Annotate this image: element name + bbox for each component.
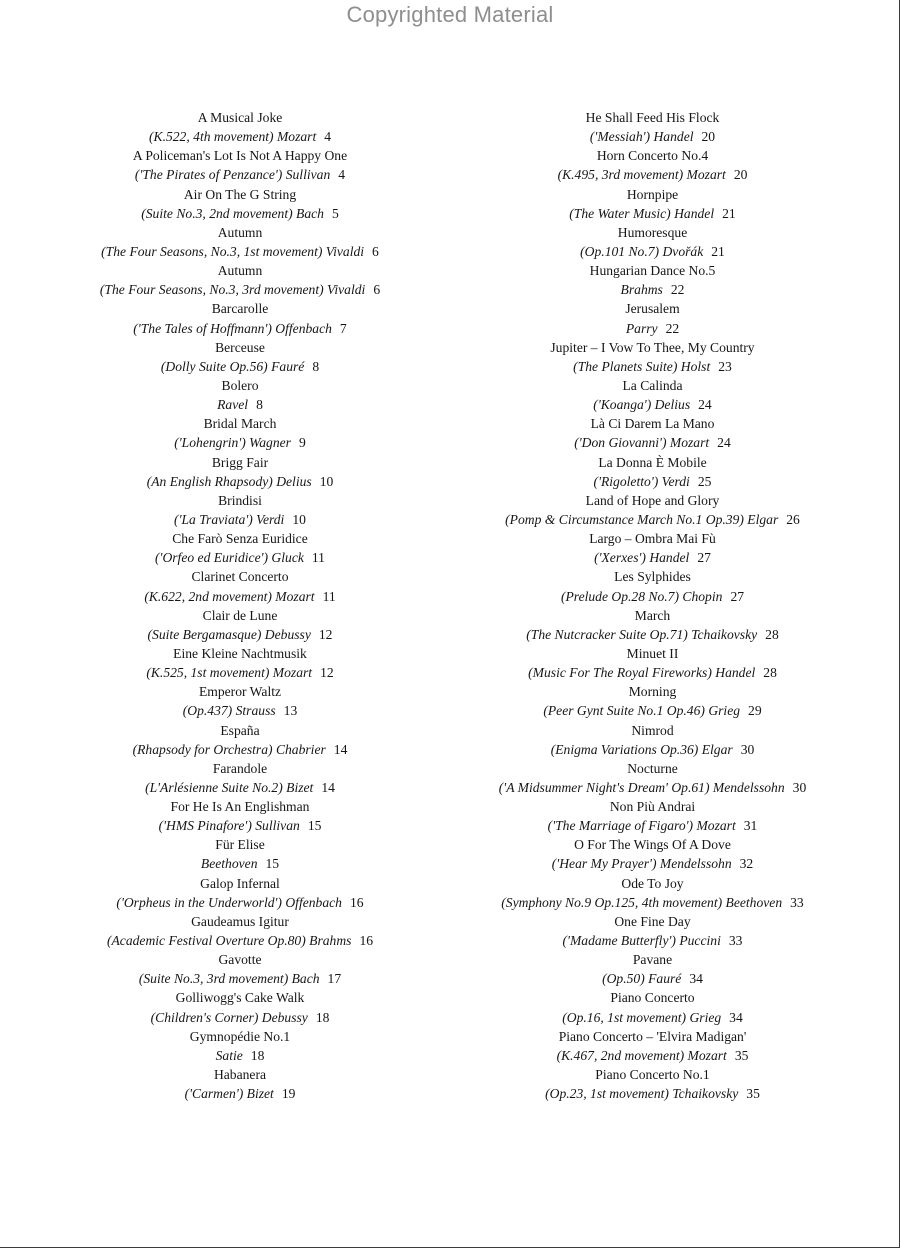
piece-title: Jupiter – I Vow To Thee, My Country [550,339,755,355]
contents-entry [480,682,825,720]
piece-title: Largo – Ombra Mai Fù [589,531,716,547]
contents-entry [80,376,400,414]
contents-entry [80,759,400,797]
piece-title: Air On The G String [183,186,297,202]
contents-entry [480,912,825,950]
piece-title: One Fine Day [614,913,691,929]
contents-entry [80,223,400,261]
piece-source: ('Hear My Prayer') Mendelssohn [551,856,732,872]
contents-entry [480,146,825,184]
piece-source: ('Don Giovanni') Mozart [574,435,710,451]
page-number: 30 [740,741,755,757]
piece-source-line [80,931,400,950]
contents-entry [480,338,825,376]
page-number: 14 [333,741,348,757]
piece-title: Clarinet Concerto [191,569,289,585]
piece-source: ('HMS Pinafore') Sullivan [158,818,300,834]
piece-source: (K.525, 1st movement) Mozart [146,665,313,681]
page-number: 20 [701,129,716,145]
contents-entry [80,644,400,682]
piece-source: ('Rigoletto') Verdi [593,473,690,489]
piece-title: Jerusalem [625,301,680,317]
piece-title: Barcarolle [211,301,269,317]
page-number: 7 [339,320,347,336]
piece-source-line [80,969,400,988]
piece-source: (Suite No.3, 3rd movement) Bach [138,971,320,987]
piece-source: (Op.50) Fauré [602,971,682,987]
piece-source-line [80,280,400,299]
piece-source: Ravel [217,397,249,413]
piece-source: (Children's Corner) Debussy [150,1009,308,1025]
piece-title: La Donna È Mobile [598,454,707,470]
contents-entry [480,1065,825,1103]
piece-title: Golliwogg's Cake Walk [175,990,305,1006]
piece-source-line [480,280,825,299]
page-number: 11 [311,550,325,566]
piece-source-line [80,319,400,338]
piece-source: (K.467, 2nd movement) Mozart [556,1047,727,1063]
contents-entry [80,950,400,988]
piece-title: Piano Concerto [610,990,695,1006]
page-number: 19 [281,1086,296,1102]
page-number: 28 [763,665,777,681]
piece-source: ('The Tales of Hoffmann') Offenbach [133,320,332,336]
piece-source-line [480,433,825,452]
piece-source-line [80,204,400,223]
piece-title: He Shall Feed His Flock [585,110,720,125]
page-number: 12 [318,626,333,642]
page-number: 31 [743,818,758,834]
page-number: 30 [792,779,807,795]
page-number: 15 [307,818,322,834]
page-number: 20 [733,167,748,183]
piece-source: (Op.16, 1st movement) Grieg [562,1009,722,1025]
piece-title: Les Sylphides [614,569,691,585]
contents-entry [480,606,825,644]
piece-title: Galop Infernal [200,875,280,891]
piece-source-line [480,1008,825,1027]
piece-source: (The Four Seasons, No.3, 1st movement) Vivaldi [101,243,365,259]
piece-source: ('Koanga') Delius [593,397,691,413]
piece-source-line [480,893,825,912]
piece-source: (Rhapsody for Orchestra) Chabrier [132,741,326,757]
piece-title: Nimrod [631,722,674,738]
piece-title: Clair de Lune [202,607,278,623]
page-number: 4 [338,167,346,183]
contents-entry [480,376,825,414]
piece-source: (The Planets Suite) Holst [573,358,711,374]
piece-source-line [80,242,400,261]
piece-source: (The Water Music) Handel [569,205,715,221]
contents-entry [80,453,400,491]
page-number: 10 [319,473,334,489]
contents-entry [80,874,400,912]
page-number: 10 [292,511,306,527]
piece-title: Farandole [212,760,268,776]
piece-source-line [480,357,825,376]
piece-title: Piano Concerto No.1 [595,1067,710,1083]
contents-entry [480,988,825,1026]
contents-entry [480,759,825,797]
piece-source-line [80,1084,400,1103]
contents-entry [480,491,825,529]
piece-title: Là Ci Darem La Mano [590,416,715,432]
contents-left-column [80,108,400,1103]
contents-entry [480,299,825,337]
page-number: 16 [349,894,364,910]
contents-entry [480,797,825,835]
page-number: 4 [324,129,332,145]
piece-source-line [80,433,400,452]
contents-entry [480,721,825,759]
page-number: 14 [321,779,335,795]
piece-title: Bridal March [203,416,277,432]
piece-source: (L'Arlésienne Suite No.2) Bizet [145,779,314,795]
page-number: 9 [298,435,306,451]
page-number: 18 [250,1047,265,1063]
piece-source: ('Orpheus in the Underworld') Offenbach [116,894,342,910]
page-number: 32 [739,856,754,872]
piece-source-line [80,816,400,835]
page-number: 13 [283,703,298,719]
piece-title: Hornpipe [626,186,679,202]
contents-entry [80,988,400,1026]
piece-source-line [480,548,825,567]
contents-entry [80,606,400,644]
contents-entry [80,108,400,146]
piece-source-line [480,472,825,491]
piece-source: ('Madame Butterfly') Puccini [562,933,721,949]
piece-source-line [480,740,825,759]
piece-source-line [480,395,825,414]
piece-source-line [480,701,825,720]
piece-title: For He Is An Englishman [170,799,310,815]
page-number: 34 [729,1009,743,1025]
piece-source: (Music For The Royal Fireworks) Handel [528,665,756,681]
page-number: 17 [327,971,342,987]
contents-entry [480,567,825,605]
page-number: 24 [717,435,731,451]
piece-source: ('The Marriage of Figaro') Mozart [547,818,736,834]
piece-source-line [480,625,825,644]
piece-title: Gaudeamus Igitur [191,913,289,929]
piece-source: ('Xerxes') Handel [594,550,690,566]
piece-title: Gymnopédie No.1 [189,1028,291,1044]
piece-title: Pavane [632,952,673,968]
piece-title: Minuet II [626,645,679,661]
piece-title: Bolero [221,377,259,393]
page-number: 35 [734,1047,749,1063]
piece-source: Parry [625,320,658,336]
piece-title: A Musical Joke [197,110,283,125]
piece-title: España [220,722,260,738]
page-number: 35 [746,1086,760,1102]
piece-title: Brindisi [218,492,262,508]
piece-source-line [80,510,400,529]
piece-title: Humoresque [617,224,688,240]
page-number: 8 [312,358,320,374]
piece-source-line [480,816,825,835]
piece-source-line [80,127,400,146]
page-number: 23 [718,358,732,374]
piece-source: (Enigma Variations Op.36) Elgar [550,741,733,757]
piece-source-line [80,701,400,720]
page-number: 24 [698,397,712,413]
piece-source-line [480,969,825,988]
piece-title: Hungarian Dance No.5 [589,263,716,279]
piece-title: Emperor Waltz [198,684,282,700]
contents-entry [480,874,825,912]
page-number: 26 [786,511,800,527]
page-number: 33 [728,933,743,949]
piece-title: Non Più Andrai [609,799,696,815]
contents-entry [80,529,400,567]
contents-entry [80,682,400,720]
piece-source-line [80,663,400,682]
piece-title: Für Elise [215,837,265,853]
piece-source-line [480,204,825,223]
piece-source-line [80,472,400,491]
contents-entry [480,223,825,261]
piece-source-line [80,548,400,567]
contents-entry [480,185,825,223]
piece-title: A Policeman's Lot Is Not A Happy One [132,148,348,164]
piece-source-line [480,854,825,873]
piece-title: Piano Concerto – 'Elvira Madigan' [558,1028,747,1044]
piece-source: ('La Traviata') Verdi [174,511,285,527]
contents-entry [80,146,400,184]
piece-source-line [480,778,825,797]
piece-source: ('Lohengrin') Wagner [174,435,291,451]
piece-title: Autumn [217,263,263,279]
piece-source: (Suite No.3, 2nd movement) Bach [141,205,324,221]
piece-title: Che Farò Senza Euridice [172,531,308,547]
piece-source: (Prelude Op.28 No.7) Chopin [560,588,723,604]
page-number: 21 [722,205,736,221]
page-number: 8 [256,397,263,413]
contents-entry [80,491,400,529]
piece-title: Gavotte [218,952,262,968]
page-number: 33 [790,894,804,910]
piece-title: Eine Kleine Nachtmusik [173,645,307,661]
piece-source-line [480,587,825,606]
contents-entry [80,299,400,337]
piece-source: (An English Rhapsody) Delius [146,473,312,489]
piece-source: ('Messiah') Handel [589,129,694,145]
piece-source-line [480,127,825,146]
piece-source: (Op.437) Strauss [182,703,276,719]
piece-title: Land of Hope and Glory [585,492,720,508]
piece-source: ('Carmen') Bizet [184,1086,274,1102]
page-number: 25 [697,473,712,489]
piece-source-line [80,740,400,759]
page-number: 22 [665,320,680,336]
piece-source-line [480,663,825,682]
contents-entry [480,414,825,452]
piece-source-line [480,319,825,338]
page-number: 27 [730,588,745,604]
page-number: 6 [373,282,381,298]
piece-title: Morning [628,684,677,700]
piece-source: Satie [215,1047,243,1063]
piece-source: (Op.23, 1st movement) Tchaikovsky [545,1086,739,1102]
piece-source-line [480,510,825,529]
contents-entry [80,1027,400,1065]
piece-source-line [80,625,400,644]
piece-title: La Calinda [622,377,683,393]
piece-source-line [80,165,400,184]
page-number: 21 [711,243,725,259]
contents-entry [80,414,400,452]
piece-source: (K.495, 3rd movement) Mozart [557,167,726,183]
piece-title: March [634,607,671,623]
piece-source-line [480,931,825,950]
contents-entry [80,185,400,223]
contents-entry [80,261,400,299]
page-number: 22 [670,282,685,298]
piece-source: Beethoven [200,856,258,872]
piece-source: (Op.101 No.7) Dvořák [580,243,704,259]
piece-source-line [480,1084,825,1103]
piece-source-line [80,778,400,797]
piece-title: Ode To Joy [621,875,684,891]
page-number: 29 [748,703,762,719]
piece-source: (Peer Gynt Suite No.1 Op.46) Grieg [543,703,741,719]
piece-source-line [80,1046,400,1065]
contents-entry [480,529,825,567]
contents-entry [480,644,825,682]
piece-source-line [80,587,400,606]
piece-source-line [480,1046,825,1065]
piece-title: Nocturne [627,760,678,776]
copyright-watermark: Copyrighted Material [346,2,554,27]
piece-source-line [480,165,825,184]
piece-source: (The Four Seasons, No.3, 3rd movement) Vivaldi [99,282,366,298]
page-number: 15 [265,856,280,872]
piece-source: (K.622, 2nd movement) Mozart [144,588,315,604]
contents-entry [80,721,400,759]
contents-entry [80,567,400,605]
piece-source: (Symphony No.9 Op.125, 4th movement) Beethoven [501,894,783,910]
piece-title: Autumn [217,224,263,240]
page-number: 11 [322,588,336,604]
piece-source-line [80,395,400,414]
piece-source: ('A Midsummer Night's Dream' Op.61) Mendelssohn [498,779,785,795]
page-number: 28 [765,626,779,642]
piece-source: (Dolly Suite Op.56) Fauré [160,358,305,374]
piece-source: (K.522, 4th movement) Mozart [148,129,317,145]
piece-source-line [80,1008,400,1027]
piece-title: Brigg Fair [211,454,269,470]
contents-entry [480,1027,825,1065]
contents-entry [80,338,400,376]
contents-entry [80,1065,400,1103]
piece-source: (Suite Bergamasque) Debussy [147,626,311,642]
contents-entry [480,108,825,146]
contents-entry [480,835,825,873]
page-number: 18 [315,1009,330,1025]
piece-title: Habanera [213,1067,267,1083]
contents-entry [480,950,825,988]
contents-entry [80,835,400,873]
page-number: 34 [689,971,703,987]
contents-entry [480,453,825,491]
page-number: 6 [372,243,379,259]
piece-source: ('Orfeo ed Euridice') Gluck [155,550,304,566]
piece-source-line [80,854,400,873]
piece-source: Brahms [620,282,663,298]
piece-source: (Academic Festival Overture Op.80) Brahms [106,933,352,949]
piece-source: (The Nutcracker Suite Op.71) Tchaikovsky [526,626,758,642]
page-number: 12 [320,665,334,681]
contents-entry [80,797,400,835]
piece-source-line [80,893,400,912]
page-number: 5 [331,205,339,221]
piece-title: Berceuse [215,339,265,355]
contents-entry [480,261,825,299]
piece-source: (Pomp & Circumstance March No.1 Op.39) Elgar [505,511,779,527]
piece-source-line [480,242,825,261]
piece-source: ('The Pirates of Penzance') Sullivan [134,167,331,183]
piece-source-line [80,357,400,376]
contents-entry [80,912,400,950]
piece-title: Horn Concerto No.4 [596,148,709,164]
page-number: 27 [697,550,711,566]
contents-right-column [480,108,825,1103]
piece-title: O For The Wings Of A Dove [574,837,731,853]
page-number: 16 [359,933,374,949]
